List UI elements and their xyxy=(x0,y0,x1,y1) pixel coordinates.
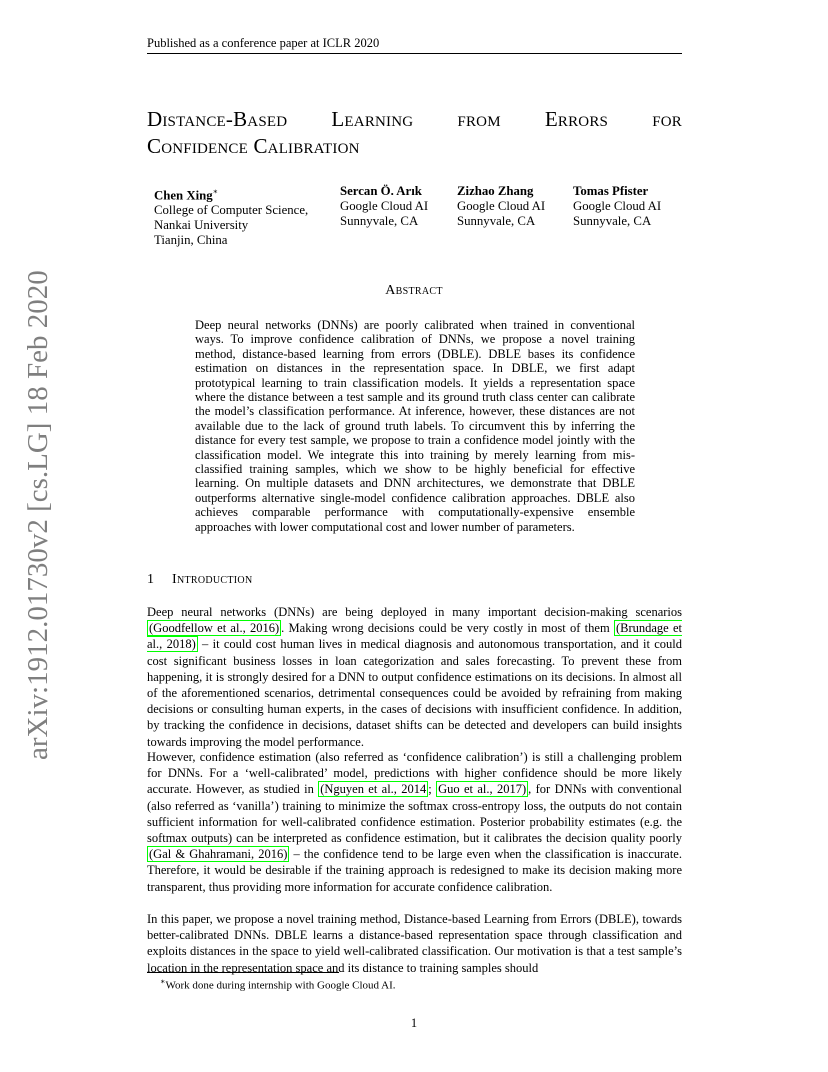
title-word: for xyxy=(652,107,682,131)
author-block xyxy=(457,184,545,229)
author-affiliation: Sunnyvale, CA xyxy=(340,214,419,228)
author-affiliation: Google Cloud AI xyxy=(457,199,546,213)
citation-link[interactable]: (Goodfellow et al., 2016) xyxy=(149,621,280,636)
abstract-text: Deep neural networks (DNNs) are poorly calibrated when trained in conventional ways. To improve confidence calibration of DNNs, we propose a novel training method, distance-based learning from errors (DBLE). DBLE bases its confidence estimation on distances in the representation space. In DBLE, we first adapt prototypical learning to train classification models. It yields a representation space where the distance between a test sample and its ground truth class center can calibrate the model’s classification performance. At inference, however, these distances are not available due to the lack of ground truth labels. To circumvent this by inferring the distance for every test sample, we propose to train a confidence model jointly with the classification model. We integrate this into training by merely learning from mis-classified training samples, which we show to be highly beneficial for effective learning. On multiple datasets and DNN architectures, we demonstrate that DBLE outperforms alternative single-model confidence calibration approaches. DBLE also achieves comparable performance with computationally-expensive ensemble approaches with lower computational cost and lower number of parameters. xyxy=(195,318,635,534)
paragraph-text: . Making wrong decisions could be very costly in most of them xyxy=(281,621,614,636)
paragraph xyxy=(147,604,682,750)
author-affiliation: Google Cloud AI xyxy=(573,199,662,213)
paragraph-text: – it could cost human lives in medical diagnosis and autonomous transportation, and it could cost significant business losses in loan categorization and sales forecasting. To prevent these from happening, it is strongly desired for a DNN to output confidence estimations on its decisions. In almost all of the aforementioned scenarios, detrimental consequences could be avoided by refraining from making decisions or consulting human experts, in the cases of decisions with insufficient confidence. In addition, by tracking the confidence in decisions, dataset shifts can be detected and developers can build insights towards improving the model performance. xyxy=(147,637,683,749)
author-affiliation: Sunnyvale, CA xyxy=(457,214,536,228)
footnote-text: Work done during internship with Google Cloud AI. xyxy=(165,979,396,992)
section-title: Introduction xyxy=(172,572,253,587)
title-word: from xyxy=(457,107,501,131)
page-number: 1 xyxy=(410,1016,418,1030)
paragraph-text: Deep neural networks (DNNs) are being deployed in many important decision-making scenarios xyxy=(147,605,682,619)
paragraph-text: ; xyxy=(428,782,437,797)
footnote-mark: ∗ xyxy=(212,187,219,196)
author-affiliation: College of Computer Science, xyxy=(154,203,309,218)
arxiv-identifier-stamp: arXiv:1912.01730v2 [cs.LG] 18 Feb 2020 xyxy=(22,270,54,760)
section-number: 1 xyxy=(147,572,155,587)
author-name: Tomas Pfister xyxy=(573,184,649,198)
running-header: Published as a conference paper at ICLR 2020 xyxy=(147,36,380,50)
author-affiliation: Tianjin, China xyxy=(154,233,228,248)
author-affiliation: Sunnyvale, CA xyxy=(573,214,652,228)
author-block xyxy=(154,184,308,248)
footnote xyxy=(160,977,396,992)
paragraph-text: However, confidence estimation (also referred as ‘confidence calibration’) is still a challenging problem for DNNs. For a ‘well-calibrated’ model, predictions with higher confidence should be more likely accurate. However, as studied in xyxy=(147,750,682,797)
title-word: Learning xyxy=(331,107,414,131)
paragraph-text: , for DNNs with conventional (also referred as ‘vanilla’) training to minimize the softmax cross-entropy loss, the outputs do not contain sufficient information for well-calibrated confidence estimation. Posterior probability estimates (e.g. the softmax outputs) can be interpreted as confidence estimation, but it calibrates the decision quality poorly xyxy=(147,782,683,846)
author-affiliation: Nankai University xyxy=(154,218,249,233)
citation-link[interactable]: (Gal & Ghahramani, 2016) xyxy=(149,847,288,862)
author-name: Zizhao Zhang xyxy=(457,184,534,198)
paper-title xyxy=(147,106,682,160)
paragraph-text: – the confidence tend to be large even when the classification is inaccurate. Therefore, it would be desirable if the training approach is redesigned to make its decision making more transparent, thus providing more information for accurate confidence calibration. xyxy=(147,847,682,894)
citation-link[interactable]: (Brundage et al., 2018) xyxy=(147,621,682,652)
header-rule xyxy=(147,53,682,54)
paragraph: In this paper, we propose a novel training method, Distance-based Learning from Errors (DBLE), towards better-calibrated DNNs. DBLE learns a distance-based representation space through classification and exploits distances in the space to yield well-calibrated classification. Our motivation is that a test sample’s location in the representation space and its distance to training samples should xyxy=(147,912,682,975)
footnote-rule xyxy=(147,972,339,973)
footnote-mark: ∗ xyxy=(160,977,166,986)
abstract-heading: Abstract xyxy=(385,283,443,298)
author-name: Chen Xing xyxy=(154,188,213,203)
section-heading xyxy=(147,572,252,588)
author-affiliation: Google Cloud AI xyxy=(340,199,429,213)
citation-link[interactable]: (Nguyen et al., 2014 xyxy=(320,782,427,797)
author-block xyxy=(340,184,428,229)
title-word: Distance-Based xyxy=(147,107,288,131)
title-word: Errors xyxy=(544,107,609,131)
citation-link[interactable]: Guo et al., 2017) xyxy=(438,782,527,797)
title-line-2: Confidence Calibration xyxy=(147,134,360,158)
author-name: Sercan Ö. Arık xyxy=(340,184,422,198)
paragraph xyxy=(147,749,682,895)
author-block xyxy=(573,184,661,229)
